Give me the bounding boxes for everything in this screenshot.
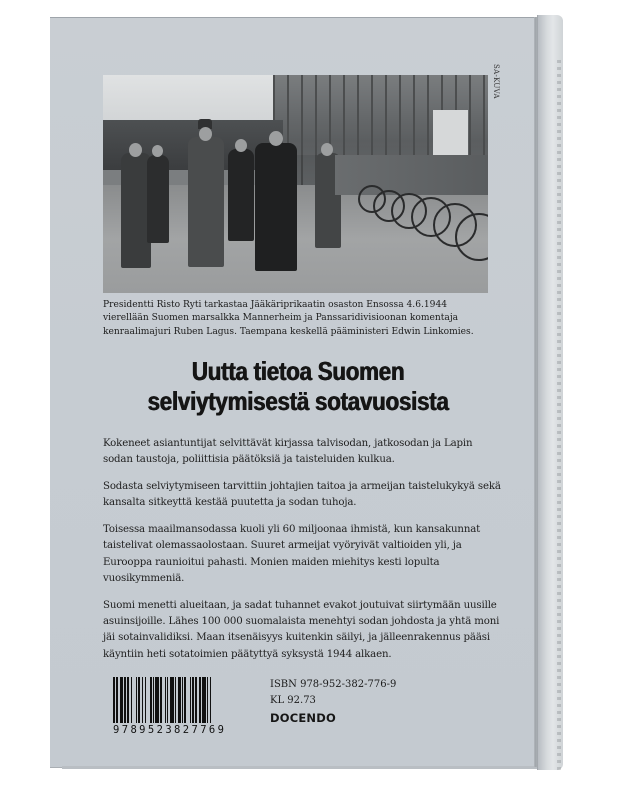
blurb-paragraph: Kokeneet asiantuntijat selvittävät kirjassa talvisodan, jatkosodan ja Lapin sodan taustoja, poliittisia päätöksiä ja taisteluiden kulkua. (103, 438, 473, 466)
classification: KL 92.73 (270, 695, 316, 706)
photo-caption: Presidentti Risto Ryti tarkastaa Jääkäriprikaatin osaston Ensossa 4.6.1944 vierellään Suomen marsalkka Mannerheim ja Panssaridivisioonan komentaja kenraalimajuri Ruben Lagus. Taempana keskellä pääministeri Edwin Linkomies. (103, 300, 474, 337)
barcode-number: 9789523827769 (113, 724, 227, 736)
blurb-paragraph: Suomi menetti alueitaan, ja sadat tuhannet evakot joutuivat siirtymään uusille asuinsijoille. Lähes 100 000 suomalaista menehtyi sodan johdosta ja yhtä moni jäi sotainvalidiksi. Maan itsenäisyys kuitenkin säilyi, ja jälleenrakennus pääsi käyntiin heti sotatoimien päätyttyä syksystä 1944 alkaen. (103, 599, 500, 660)
publisher-logo: DOCENDO (270, 711, 336, 725)
headline-line-2: selviytymisestä sotavuosista (147, 386, 449, 416)
cover-photo (103, 75, 488, 293)
blurb-paragraph: Sodasta selviytymiseen tarvittiin johtajien taitoa ja armeijan taistelukykyä sekä kansalta sitkeyttä kestää puutetta ja sodan tuhoja. (103, 481, 501, 509)
spine-title-text (557, 60, 561, 770)
photo-figure-head (321, 143, 333, 156)
photo-soldier-rank (335, 155, 488, 195)
photo-figure (188, 137, 224, 267)
barcode-bars (113, 677, 240, 723)
photo-figure-head (199, 127, 212, 141)
photo-figure (255, 143, 297, 271)
photo-figure-head (152, 145, 163, 157)
photo-figure (147, 155, 169, 243)
photo-building (433, 110, 468, 155)
photo-figure-head (129, 143, 142, 157)
blurb-paragraph: Toisessa maailmansodassa kuoli yli 60 miljoonaa ihmistä, kun kansakunnat taistelivat olemassaolostaan. Suuret armeijat vyöryivät valtioiden yli, ja Eurooppa raunioitui pahasti. Monien maiden miehitys kesti lopulta vuosikymmeniä. (103, 524, 481, 585)
photo-figure (228, 149, 254, 241)
barcode (113, 677, 240, 737)
book-bottom-edge (62, 766, 542, 769)
photo-figure-head (269, 131, 283, 146)
photo-credit: SA-KUVA (492, 64, 500, 99)
photo-figure-head (235, 139, 247, 152)
headline-line-1: Uutta tietoa Suomen (191, 356, 405, 386)
book-info (270, 677, 396, 709)
headline (130, 356, 465, 416)
isbn: ISBN 978-952-382-776-9 (270, 679, 397, 690)
blurb (103, 436, 503, 674)
